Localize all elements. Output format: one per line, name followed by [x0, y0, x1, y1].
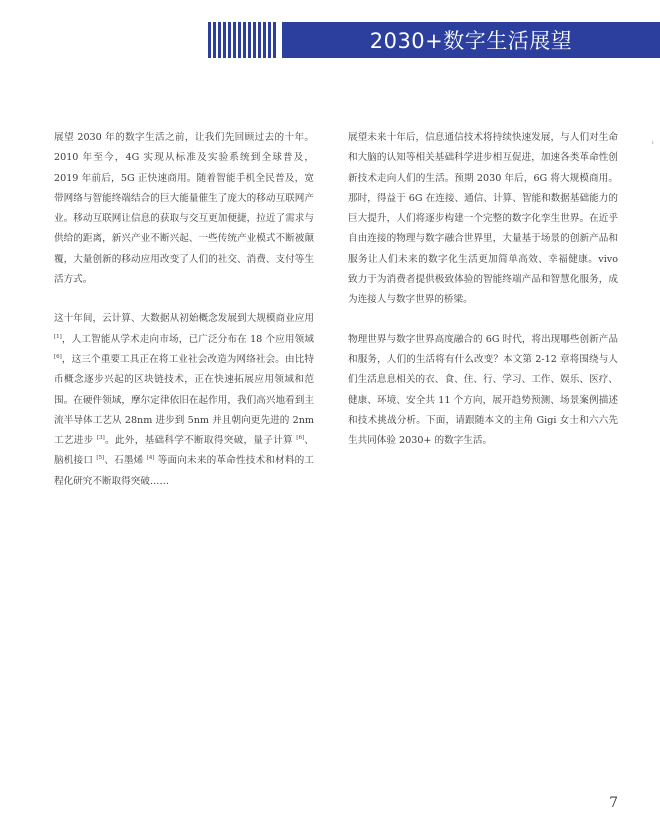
paragraph — [348, 330, 618, 452]
paragraph-text: 物理世界与数字世界高度融合的 6G 时代，将出现哪些创新产品和服务，人们的生活将有什么改变？本文第 2-12 章将围绕与人们生活息息相关的衣、食、住、行、学习、工作、娱乐、医疗、健康、环境、安全共 11 个方向，展开趋势预测、场景案例描述和技术挑战分析。下面，请跟随本文的主角 Gigi 女士和六六先生共同体验 2030+ 的数字生活。 — [348, 333, 618, 447]
header-banner — [282, 22, 660, 58]
paragraph-text: ，人工智能从学术走向市场，已广泛分布在 18 个应用领域 — [61, 333, 314, 345]
citation-marker: [1] — [54, 333, 62, 340]
page-number: 7 — [609, 795, 618, 811]
paragraph-text: 展望 2030 年的数字生活之前，让我们先回顾过去的十年。2010 年至今，4G 实现从标准及实验系统到全球普及，2019 年前后，5G 正快速商用。随着智能手机全民普及，宽带网络与智能终端结合的巨大能量催生了庞大的移动互联网产业。移动互联网让信息的获取与交互更加便捷，拉近了需求与供给的距离，新兴产业不断兴起、一些传统产业模式不断被颠覆，大量创新的移动应用改变了人们的社交、消费、支付等生活方式。 — [54, 132, 314, 286]
paragraph — [348, 128, 618, 311]
header-title: 2030+数字生活展望 — [369, 29, 573, 53]
paragraph-text: 、石墨烯 — [104, 455, 147, 467]
citation-marker: [4] — [146, 455, 155, 462]
paragraph — [54, 128, 314, 290]
header-stripes-decoration — [208, 22, 278, 58]
margin-mark: 1 — [651, 140, 654, 145]
paragraph-text: 。此外，基础科学不断取得突破，量子计算 — [104, 435, 297, 447]
paragraph-text: 展望未来十年后，信息通信技术将持续快速发展，与人们对生命和大脑的认知等相关基础科学进步相互促进，加速各类革命性创新技术走向人们的生活。预期 2030 年后，6G 将大规模商用。那时，得益于 6G 在连接、通信、计算、智能和数据基础能力的巨大提升，人们将逐步构建一个完整的数字化孪生世界。在近乎自由连接的物理与数字融合世界里，大量基于场景的创新产品和服务让人们未来的数字化生活更加简单高效、幸福健康。vivo 致力于为消费者提供极致体验的智能终端产品和智慧化服务，成为连接人与数字世界的桥梁。 — [348, 132, 618, 306]
citation-marker: [3] — [96, 434, 105, 441]
right-text-column — [348, 128, 618, 470]
left-text-column — [54, 128, 314, 511]
paragraph-text: 等面向未来的革命性技术和材料的工程化研究不断取得突破…… — [54, 455, 314, 487]
citation-marker: [6] — [54, 353, 62, 360]
paragraph-text: 、脑机接口 — [54, 435, 314, 467]
citation-marker: [5] — [96, 455, 105, 462]
paragraph — [54, 309, 314, 492]
paragraph-text: ，这三个重要工具正在将工业社会改造为网络社会。由比特币概念逐步兴起的区块链技术，正在快速拓展应用领域和范围。在硬件领域，摩尔定律依旧在起作用，我们高兴地看到主流半导体工艺从 28nm 进步到 5nm 并且朝向更先进的 2nm 工艺进步 — [54, 353, 314, 447]
paragraph-text: 这十年间，云计算、大数据从初始概念发展到大规模商业应用 — [54, 313, 314, 325]
citation-marker: [6] — [296, 434, 305, 441]
